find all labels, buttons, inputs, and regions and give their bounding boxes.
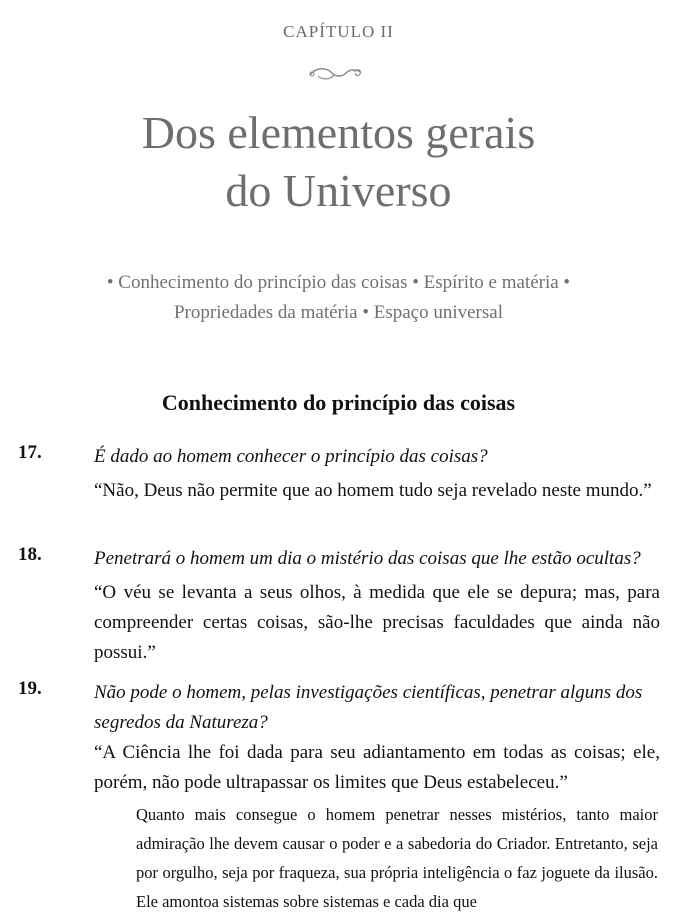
answer-text: “Não, Deus não permite que ao homem tudo seja revelado neste mundo.” (94, 480, 652, 501)
chapter-title (0, 104, 677, 220)
chapter-label: CAPÍTULO II (283, 22, 394, 41)
answer-text: “O véu se levanta a seus olhos, à medida que ele se depura; mas, para compreender certas coisas, são-lhe precisas faculdades que ainda não possui.” (94, 582, 660, 663)
section-heading: Conhecimento do princípio das coisas (161, 390, 516, 415)
chapter-title-line-1: Dos elementos gerais (141, 107, 536, 158)
question-number: 18. (18, 544, 42, 565)
answer-text: “A Ciência lhe foi dada para seu adiantamento em todas as coisas; ele, porém, não pode ultrapassar os limites que Deus estabeleceu.” (94, 742, 660, 793)
question-text: É dado ao homem conhecer o princípio das coisas? (94, 446, 488, 467)
question-number: 17. (18, 442, 42, 463)
chapter-summary: • Conhecimento do princípio das coisas • Espírito e matéria • Propriedades da matéria • Espaço universal (106, 272, 571, 323)
flourish-ornament-icon (304, 62, 366, 84)
question-number: 19. (18, 678, 42, 699)
question-text: Não pode o homem, pelas investigações científicas, penetrar alguns dos segredos da Natureza? (94, 682, 643, 733)
commentary-paragraph: Quanto mais consegue o homem penetrar nesses mistérios, tanto maior admiração lhe devem causar o poder e a sabedoria do Criador. Entretanto, seja por orgulho, seja por fraqueza, sua própria inteligência o faz joguete da ilusão. Ele amontoa sistemas sobre sistemas e cada dia que (136, 805, 658, 911)
chapter-title-line-2: do Universo (225, 165, 452, 216)
question-text: Penetrará o homem um dia o mistério das coisas que lhe estão ocultas? (94, 548, 641, 569)
